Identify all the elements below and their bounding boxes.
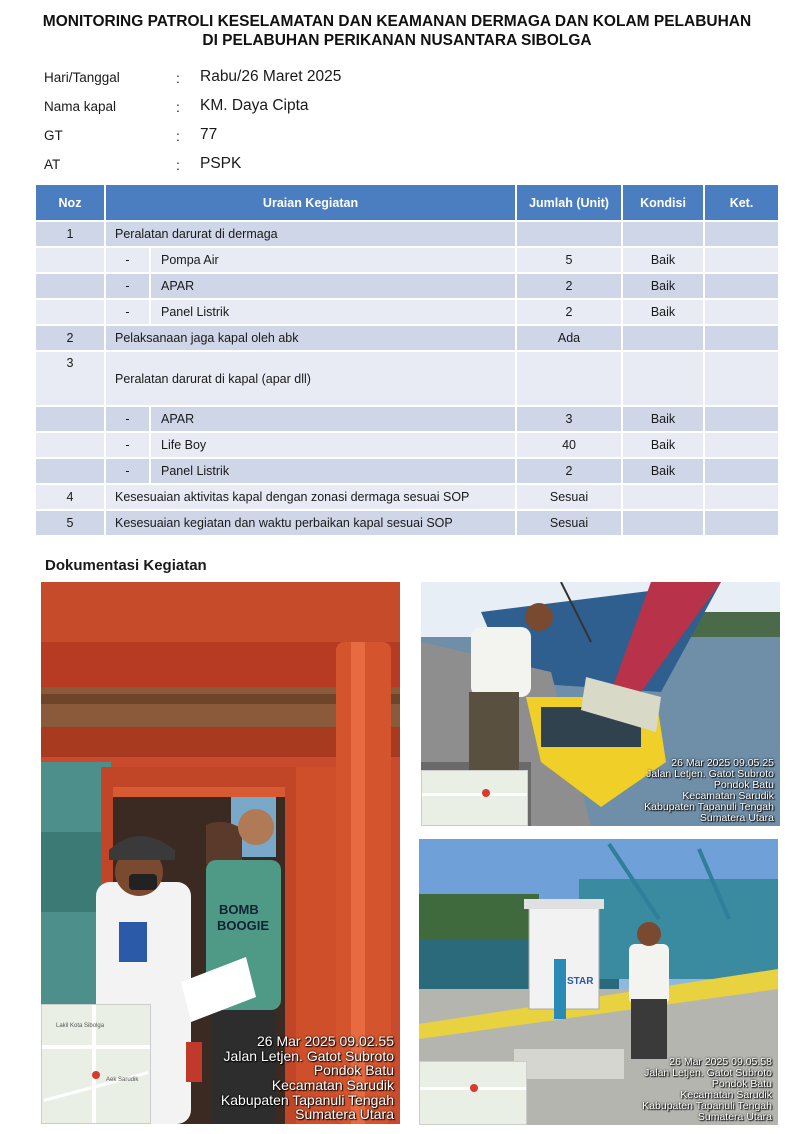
cell-condition: Baik xyxy=(623,298,705,324)
info-label: Hari/Tanggal xyxy=(44,70,120,85)
title-line-2: DI PELABUHAN PERIKANAN NUSANTARA SIBOLGA xyxy=(202,32,592,49)
table-row xyxy=(36,457,780,483)
cell-quantity: 5 xyxy=(517,246,623,272)
cell-no xyxy=(36,246,106,272)
table-row xyxy=(36,350,780,405)
photo-stamp: 26 Mar 2025 09.02.55 Jalan Letjen. Gatot Subroto Pondok Batu Kecamatan Sarudik Kabupaten Tapanuli Tengah Sumatera Utara xyxy=(220,1032,394,1123)
cell-description: Peralatan darurat di dermaga xyxy=(106,220,517,246)
cell-description: APAR xyxy=(151,405,517,431)
info-row-gt: GT : 77 xyxy=(44,126,218,144)
cell-notes xyxy=(705,509,780,535)
cell-quantity: Sesuai xyxy=(517,509,623,535)
info-block xyxy=(44,66,544,182)
table-row xyxy=(36,272,780,298)
cell-description: Panel Listrik xyxy=(151,457,517,483)
cell-condition: Baik xyxy=(623,405,705,431)
panel-label: STAR xyxy=(567,976,594,987)
cell-quantity: 3 xyxy=(517,405,623,431)
cell-no xyxy=(36,298,106,324)
map-label: Lakil Kota Sibolga xyxy=(56,1023,105,1029)
cell-description: Pompa Air xyxy=(151,246,517,272)
shirt-text-1: BOMB xyxy=(219,902,259,917)
cell-no: 3 xyxy=(36,350,106,405)
table-header-row xyxy=(36,185,780,220)
cell-description: Kesesuaian aktivitas kapal dengan zonasi dermaga sesuai SOP xyxy=(106,483,517,509)
cell-description: Peralatan darurat di kapal (apar dll) xyxy=(106,350,517,405)
header-no: Noz xyxy=(36,185,106,220)
cell-notes xyxy=(705,431,780,457)
map-thumbnail xyxy=(421,770,528,826)
table-row xyxy=(36,246,780,272)
cell-quantity xyxy=(517,350,623,405)
map-thumbnail xyxy=(41,1004,151,1124)
cell-no: 2 xyxy=(36,324,106,350)
cell-quantity: 2 xyxy=(517,457,623,483)
cell-description: Panel Listrik xyxy=(151,298,517,324)
documentation-heading: Dokumentasi Kegiatan xyxy=(45,557,207,574)
cell-notes xyxy=(705,350,780,405)
cell-no xyxy=(36,431,106,457)
table-row xyxy=(36,405,780,431)
info-label: GT xyxy=(44,128,63,143)
table-row xyxy=(36,509,780,535)
cell-no: 5 xyxy=(36,509,106,535)
cell-no xyxy=(36,405,106,431)
cell-notes xyxy=(705,220,780,246)
photo-stamp: 26 Mar 2025 09.05.58 Jalan Letjen. Gatot Subroto Pondok Batu Kecamatan Sarudik Kabupaten Tapanuli Tengah Sumatera Utara xyxy=(642,1055,772,1123)
cell-notes xyxy=(705,246,780,272)
shirt-text-2: BOOGIE xyxy=(217,918,270,933)
header-description: Uraian Kegiatan xyxy=(106,185,517,220)
cell-condition xyxy=(623,220,705,246)
cell-quantity: 2 xyxy=(517,298,623,324)
info-value: 77 xyxy=(200,126,218,143)
cell-dash: - xyxy=(106,298,151,324)
cell-condition xyxy=(623,324,705,350)
cell-notes xyxy=(705,457,780,483)
cell-condition: Baik xyxy=(623,431,705,457)
cell-no: 4 xyxy=(36,483,106,509)
table-row xyxy=(36,220,780,246)
table-row xyxy=(36,431,780,457)
info-row-ship-name: Nama kapal : KM. Daya Cipta xyxy=(44,97,309,115)
map-pin-icon xyxy=(482,789,490,797)
cell-notes xyxy=(705,272,780,298)
cell-description: Life Boy xyxy=(151,431,517,457)
cell-quantity: Sesuai xyxy=(517,483,623,509)
cell-condition xyxy=(623,483,705,509)
cell-quantity: Ada xyxy=(517,324,623,350)
cell-condition xyxy=(623,509,705,535)
map-label: Aek Sarudik xyxy=(106,1077,139,1083)
cell-condition: Baik xyxy=(623,246,705,272)
header-quantity: Jumlah (Unit) xyxy=(517,185,623,220)
cell-notes xyxy=(705,483,780,509)
cell-notes xyxy=(705,324,780,350)
info-value: Rabu/26 Maret 2025 xyxy=(200,68,342,85)
table-row xyxy=(36,298,780,324)
cell-no xyxy=(36,272,106,298)
header-condition: Kondisi xyxy=(623,185,705,220)
info-value: PSPK xyxy=(200,155,242,172)
map-pin-icon xyxy=(92,1071,100,1079)
cell-quantity: 2 xyxy=(517,272,623,298)
title-line-1: MONITORING PATROLI KESELAMATAN DAN KEAMANAN DERMAGA DAN KOLAM PELABUHAN xyxy=(42,13,752,30)
photo-stamp: 26 Mar 2025 09.05.25 Jalan Letjen. Gatot Subroto Pondok Batu Kecamatan Sarudik Kabupaten Tapanuli Tengah Sumatera Utara xyxy=(644,756,774,824)
info-label: Nama kapal xyxy=(44,99,117,114)
cell-description: Kesesuaian kegiatan dan waktu perbaikan kapal sesuai SOP xyxy=(106,509,517,535)
cell-dash: - xyxy=(106,405,151,431)
map-thumbnail xyxy=(419,1061,527,1125)
cell-condition xyxy=(623,350,705,405)
table-row xyxy=(36,324,780,350)
photo-ship-cabin xyxy=(41,582,400,1124)
table-row xyxy=(36,483,780,509)
cell-description: APAR xyxy=(151,272,517,298)
cell-notes xyxy=(705,405,780,431)
activity-table xyxy=(36,185,780,535)
cell-condition: Baik xyxy=(623,457,705,483)
photo-dock-panel xyxy=(419,839,778,1125)
cell-dash: - xyxy=(106,431,151,457)
info-label: AT xyxy=(44,157,61,172)
cell-notes xyxy=(705,298,780,324)
info-row-at: AT : PSPK xyxy=(44,155,242,173)
cell-description: Pelaksanaan jaga kapal oleh abk xyxy=(106,324,517,350)
info-row-date: Hari/Tanggal : Rabu/26 Maret 2025 xyxy=(44,68,342,86)
cell-condition: Baik xyxy=(623,272,705,298)
cell-dash: - xyxy=(106,272,151,298)
photo-dock-box xyxy=(421,582,780,826)
cell-quantity: 40 xyxy=(517,431,623,457)
info-value: KM. Daya Cipta xyxy=(200,97,309,114)
cell-no: 1 xyxy=(36,220,106,246)
cell-no xyxy=(36,457,106,483)
cell-dash: - xyxy=(106,457,151,483)
cell-quantity xyxy=(517,220,623,246)
map-pin-icon xyxy=(470,1084,478,1092)
header-notes: Ket. xyxy=(705,185,780,220)
document-title xyxy=(0,12,794,50)
cell-dash: - xyxy=(106,246,151,272)
